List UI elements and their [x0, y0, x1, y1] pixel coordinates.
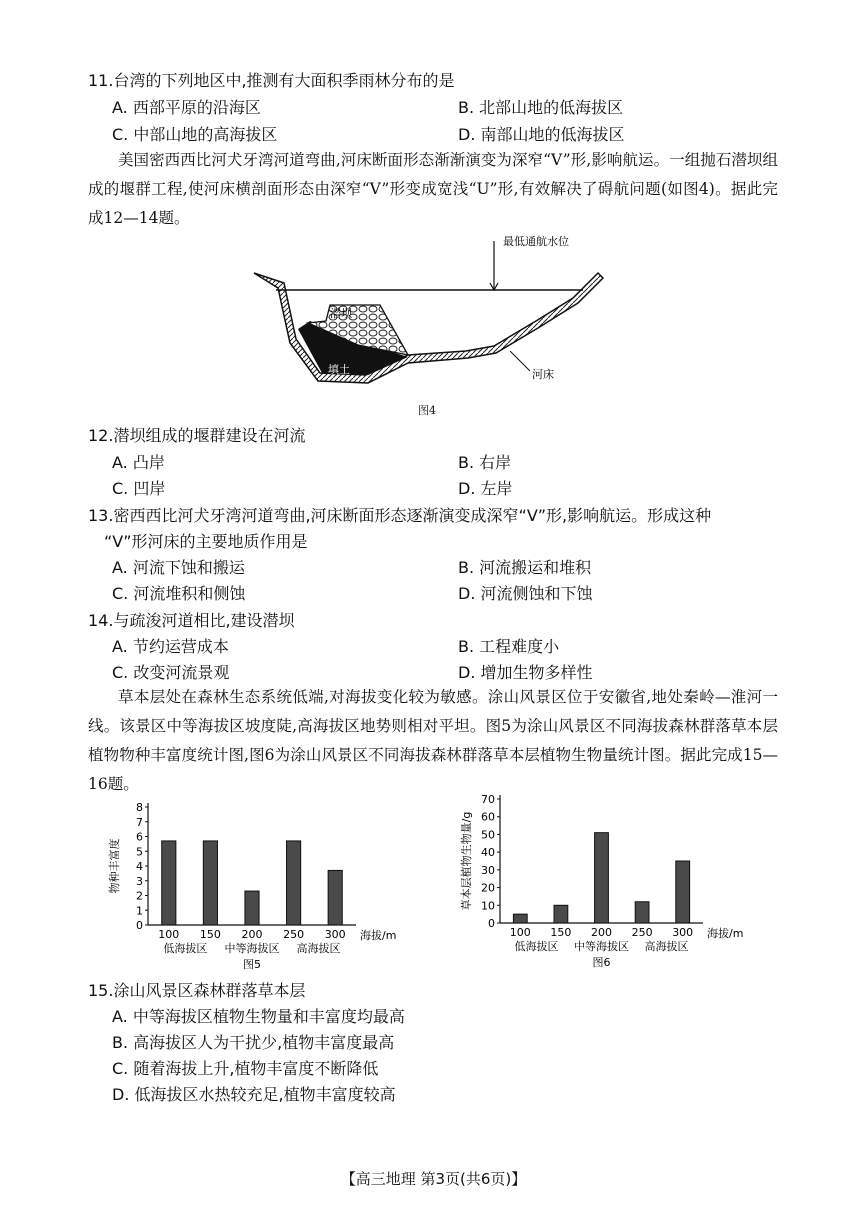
y-tick-label: 10: [481, 899, 495, 913]
x-tick-label: 300: [672, 926, 694, 939]
x-tick-label: 250: [283, 928, 305, 941]
q14-option-c: C. 改变河流景观: [112, 663, 230, 682]
zone-label: 高海拔区: [644, 940, 689, 953]
passage-2: 草本层处在森林生态系统低端,对海拔变化较为敏感。涂山风景区位于安徽省,地处秦岭—淮河一线。该景区中等海拔区坡度陡,高海拔区地势则相对平坦。图5为涂山风景区不同海拔森林群落草本层植物物种丰富度统计图,图6为涂山风景区不同海拔森林群落草本层植物生物量统计图。据此完成15—16题。: [88, 688, 778, 793]
water-level-label: 最低通航水位: [503, 235, 569, 248]
q15-option-a: A. 中等海拔区植物生物量和丰富度均最高: [112, 1007, 405, 1026]
zone-label: 中等海拔区: [224, 942, 280, 955]
x-tick-label: 100: [509, 926, 531, 939]
q11-option-d: D. 南部山地的低海拔区: [458, 125, 625, 144]
y-tick-label: 4: [136, 860, 143, 873]
q13-stem: 13.密西西比河犬牙湾河道弯曲,河床断面形态逐渐演变成深窄“V”形,影响航运。形成这种: [88, 506, 712, 525]
y-tick-label: 60: [481, 810, 495, 824]
page-footer: 【高三地理 第3页(共6页)】: [340, 1170, 527, 1188]
y-tick-label: 40: [481, 846, 495, 860]
y-axis-label: 草本层植物生物量/g: [460, 811, 473, 911]
y-tick-label: 6: [136, 830, 143, 844]
y-axis-label: 物种丰富度: [108, 838, 121, 894]
x-axis-label: 海拔/m: [360, 929, 397, 942]
zone-label: 低海拔区: [163, 942, 208, 955]
x-tick-label: 200: [241, 928, 263, 941]
x-tick-label: 150: [199, 928, 221, 941]
bar-250: [635, 902, 649, 923]
zone-label: 中等海拔区: [574, 940, 629, 953]
bed-label: 河床: [532, 368, 554, 381]
bar-200: [245, 891, 259, 925]
y-tick-label: 70: [481, 793, 495, 806]
y-tick-label: 2: [136, 889, 143, 903]
y-tick-label: 20: [481, 881, 495, 895]
x-axis-label: 海拔/m: [707, 927, 744, 940]
q12-option-d: D. 左岸: [458, 479, 513, 498]
y-tick-label: 3: [136, 874, 143, 888]
x-tick-label: 300: [324, 928, 346, 941]
x-tick-label: 200: [591, 926, 612, 939]
q13-option-a: A. 河流下蚀和搬运: [112, 558, 245, 577]
q11-option-b: B. 北部山地的低海拔区: [458, 98, 624, 117]
figure-6-chart: [460, 790, 760, 975]
q14-option-b: B. 工程难度小: [458, 637, 560, 656]
q15-option-b: B. 高海拔区人为干扰少,植物丰富度最高: [112, 1033, 395, 1052]
passage-1: 美国密西西比河犬牙湾河道弯曲,河床断面形态渐渐演变为深窄“V”形,影响航运。一组抛石潜坝组成的堰群工程,使河床横剖面形态由深窄“V”形变成宽浅“U”形,有效解决了碍航问题(如图4)。据此完成12—14题。: [88, 151, 778, 227]
y-tick-label: 7: [136, 815, 143, 829]
bar-100: [162, 841, 176, 925]
q14-option-a: A. 节约运营成本: [112, 637, 229, 656]
q14-option-d: D. 增加生物多样性: [458, 663, 593, 682]
q12-stem: 12.潜坝组成的堰群建设在河流: [88, 426, 306, 445]
q15-option-c: C. 随着海拔上升,植物丰富度不断降低: [112, 1059, 379, 1078]
figure-4-river-cross-section: [248, 233, 620, 403]
q15-stem: 15.涂山风景区森林群落草本层: [88, 981, 306, 1000]
bar-150: [203, 841, 217, 925]
y-tick-label: 8: [136, 801, 143, 814]
q15-option-d: D. 低海拔区水热较充足,植物丰富度较高: [112, 1085, 396, 1104]
x-tick-label: 150: [550, 926, 572, 939]
bar-200: [595, 833, 609, 923]
dam-label: 潜坝: [330, 307, 352, 320]
zone-label: 高海拔区: [296, 942, 341, 955]
zone-label: 低海拔区: [514, 940, 559, 953]
figure-caption: 图5: [243, 958, 261, 971]
x-tick-label: 250: [631, 926, 653, 939]
q11-option-c: C. 中部山地的高海拔区: [112, 125, 278, 144]
q13-option-c: C. 河流堆积和侧蚀: [112, 584, 246, 603]
q13-stem-cont: “V”形河床的主要地质作用是: [104, 532, 308, 551]
q11-option-a: A. 西部平原的沿海区: [112, 98, 261, 117]
bar-250: [287, 841, 301, 925]
y-tick-label: 0: [488, 917, 495, 930]
q13-option-d: D. 河流侧蚀和下蚀: [458, 584, 593, 603]
figure-5-chart: [108, 795, 408, 975]
y-tick-label: 0: [136, 919, 143, 932]
q11-stem: 11.台湾的下列地区中,推测有大面积季雨林分布的是: [88, 71, 455, 90]
bar-300: [676, 861, 690, 923]
q14-stem: 14.与疏浚河道相比,建设潜坝: [88, 611, 295, 630]
q13-option-b: B. 河流搬运和堆积: [458, 558, 592, 577]
bar-150: [554, 905, 568, 923]
bar-100: [513, 914, 527, 923]
bar-300: [328, 870, 342, 925]
figure-4-caption: 图4: [418, 404, 436, 417]
fill-label: 填土: [328, 363, 350, 376]
q12-option-a: A. 凸岸: [112, 453, 165, 472]
figure-caption: 图6: [592, 956, 611, 969]
y-tick-label: 5: [136, 845, 143, 859]
x-tick-label: 100: [158, 928, 180, 941]
y-tick-label: 1: [136, 904, 143, 918]
q12-option-c: C. 凹岸: [112, 479, 166, 498]
q12-option-b: B. 右岸: [458, 453, 512, 472]
y-tick-label: 50: [481, 828, 495, 842]
y-tick-label: 30: [481, 863, 495, 877]
